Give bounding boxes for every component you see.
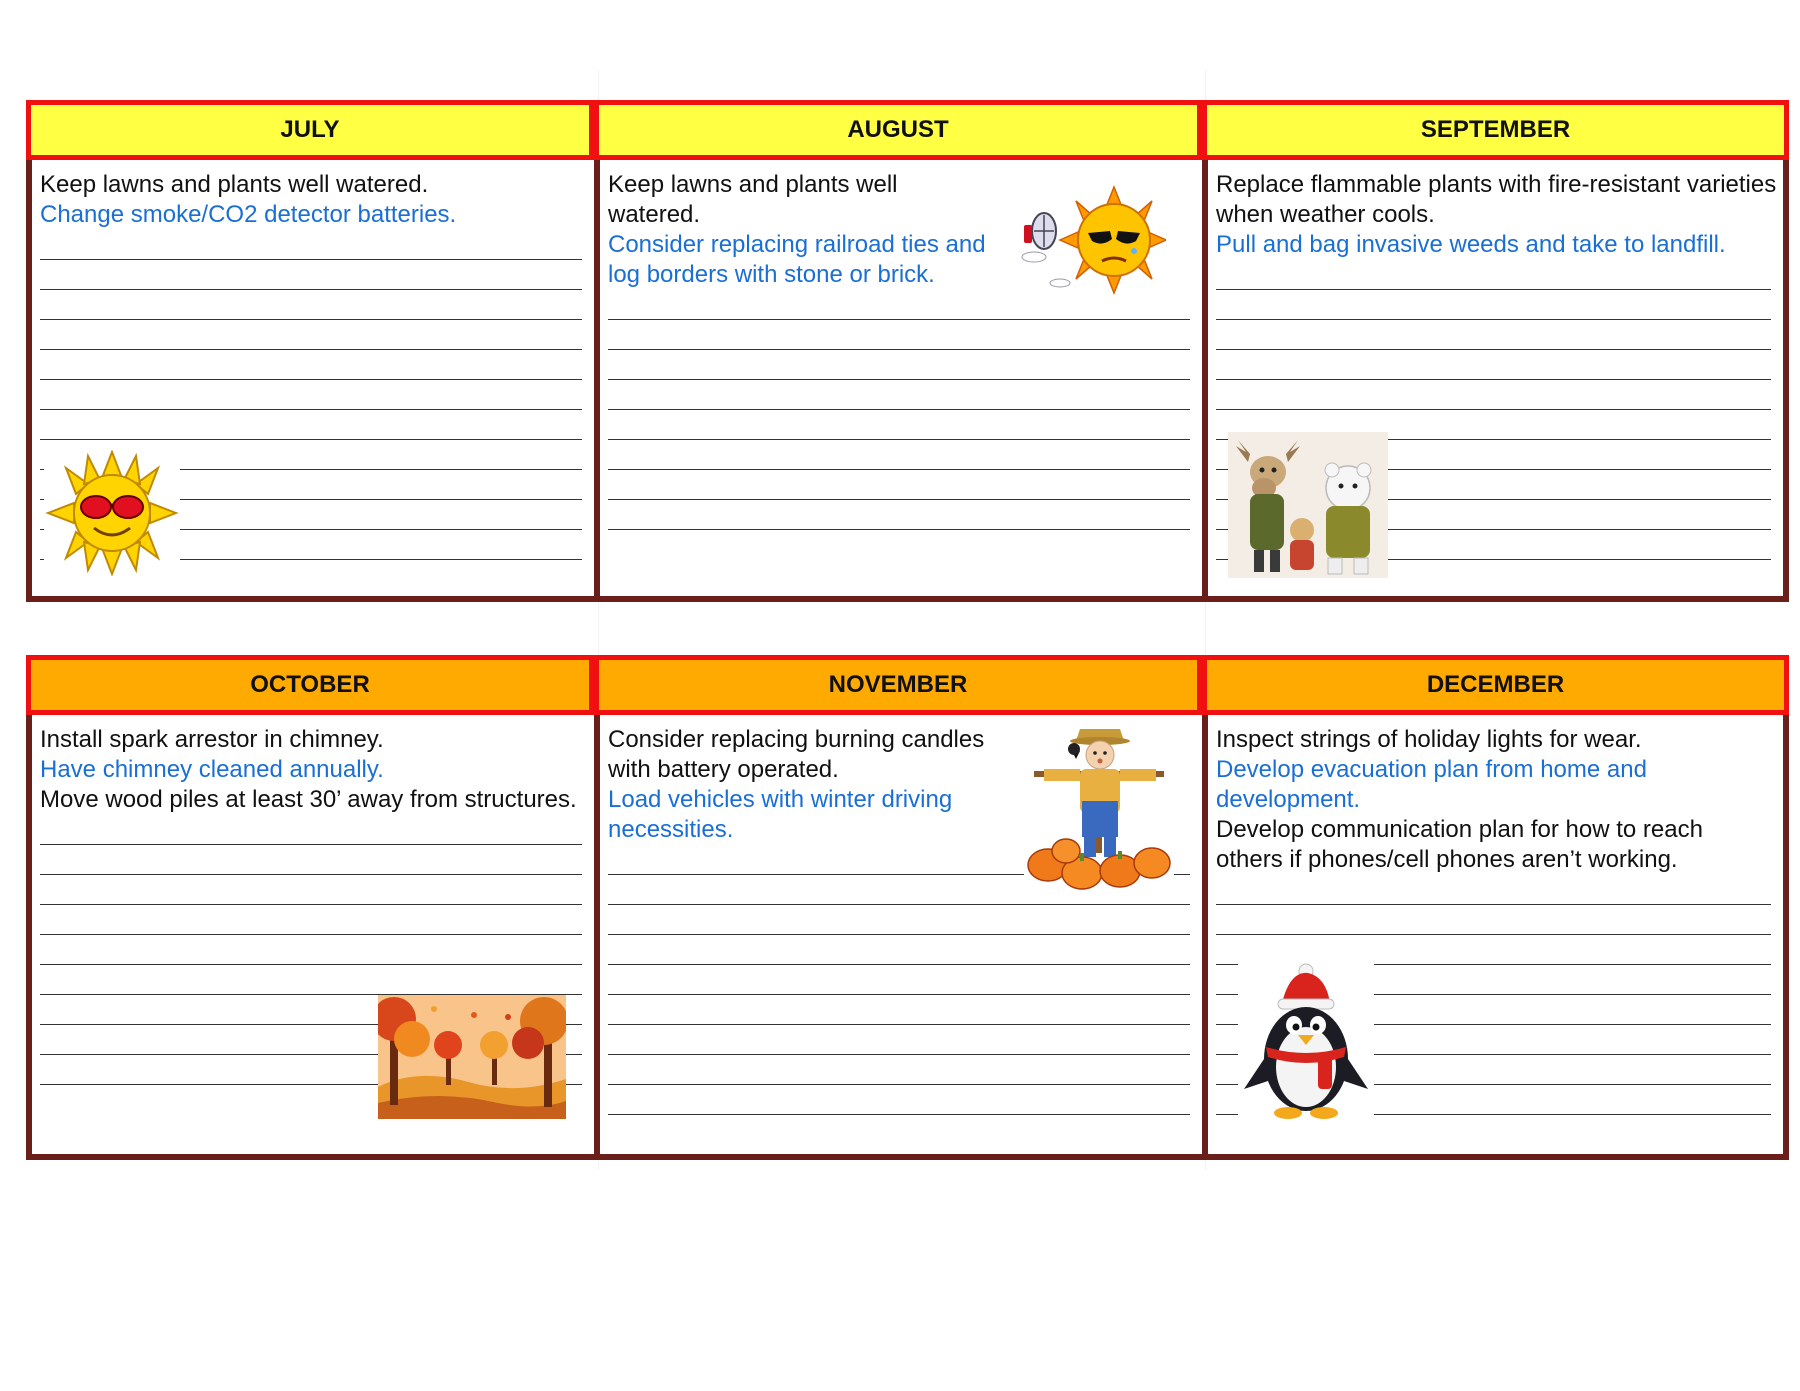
month-card-july (26, 100, 594, 602)
tip-text: Inspect strings of holiday lights for wear. (1216, 726, 1642, 753)
tip-text-highlight: Develop evacuation plan from home and development. (1216, 756, 1647, 813)
month-header: AUGUST (594, 100, 1202, 160)
month-header: NOVEMBER (594, 655, 1202, 715)
autumn-trees-icon (378, 995, 566, 1119)
month-card-august (594, 100, 1202, 602)
tip-text: Develop communication plan for how to reach others if phones/cell phones aren’t working. (1216, 816, 1703, 873)
tip-text-highlight: Consider replacing railroad ties and log borders with stone or brick. (608, 231, 986, 288)
calendar-row-october-december (26, 655, 1789, 1160)
tip-text: Replace flammable plants with fire-resistant varieties when weather cools. (1216, 171, 1777, 228)
tip-text: Install spark arrestor in chimney. (40, 726, 384, 753)
month-header: JULY (26, 100, 594, 160)
tip-text-highlight: Load vehicles with winter driving necessities. (608, 786, 953, 843)
tip-text: Consider replacing burning candles with battery operated. (608, 726, 985, 783)
sun-sunglasses-icon (44, 450, 180, 576)
tip-text-highlight: Change smoke/CO2 detector batteries. (40, 201, 457, 228)
month-card-december (1202, 655, 1789, 1160)
hot-sun-fan-icon (1016, 185, 1166, 295)
moose-bear-family-icon (1228, 432, 1388, 578)
calendar-row-july-september (26, 100, 1789, 602)
month-header: DECEMBER (1202, 655, 1789, 715)
tip-text: Keep lawns and plants well watered. (608, 171, 898, 228)
month-card-november (594, 655, 1202, 1160)
tip-text-highlight: Pull and bag invasive weeds and take to landfill. (1216, 231, 1726, 258)
month-card-september (1202, 100, 1789, 602)
scarecrow-pumpkins-icon (1024, 723, 1174, 893)
month-card-october (26, 655, 594, 1160)
tip-text: Keep lawns and plants well watered. (40, 171, 429, 198)
tip-text-highlight: Have chimney cleaned annually. (40, 756, 384, 783)
month-header: SEPTEMBER (1202, 100, 1789, 160)
note-lines (608, 290, 1190, 530)
penguin-santa-hat-icon (1238, 963, 1374, 1121)
month-header: OCTOBER (26, 655, 594, 715)
tip-text: Move wood piles at least 30’ away from structures. (40, 786, 577, 813)
